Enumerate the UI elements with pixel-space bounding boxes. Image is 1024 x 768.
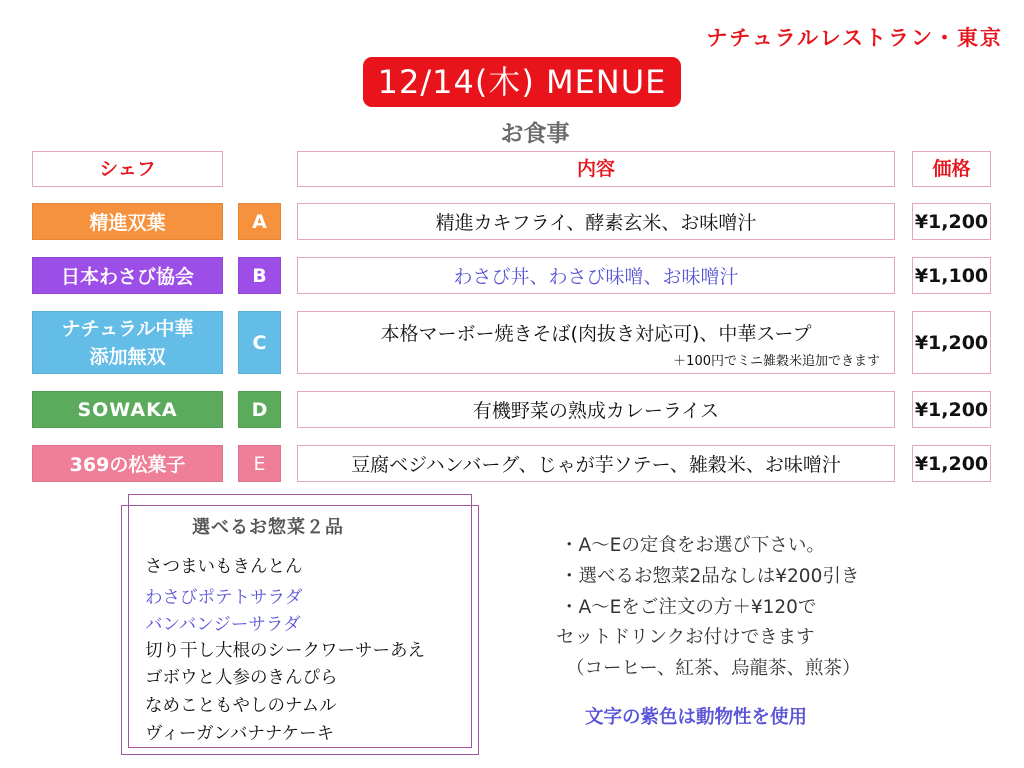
note-line: ・A〜Eの定食をお選び下さい。	[560, 535, 825, 556]
menu-content-d	[297, 391, 895, 428]
side-dish-item: ヴィーガンバナナケーキ	[145, 724, 335, 744]
chef-name-label: 精進双葉	[89, 212, 166, 234]
side-dish-item: わさびポテトサラダ	[145, 588, 303, 608]
set-letter-d: D	[238, 391, 281, 428]
menu-content-text: 精進カキフライ、酵素玄米、お味噌汁	[435, 212, 757, 234]
note-line: ・選べるお惣菜2品なしは¥200引き	[560, 566, 860, 587]
note-line: ・A〜Eをご注文の方＋¥120で	[560, 597, 817, 618]
menu-content-text: わさび丼、わさび味噌、お味噌汁	[453, 266, 739, 288]
menu-content-e	[297, 445, 895, 482]
chef-name-label: SOWAKA	[77, 398, 178, 421]
set-letter-b: B	[238, 257, 281, 294]
note-line: セットドリンクお付けできます	[556, 627, 815, 648]
side-dish-item: バンバンジーサラダ	[145, 615, 301, 635]
section-subtitle: お食事	[500, 121, 570, 147]
menu-content-text: 本格マーボー焼きそば(肉抜き対応可)、中華スープ	[380, 322, 812, 345]
price-c: ¥1,200	[912, 311, 991, 374]
animal-product-notice: 文字の紫色は動物性を使用	[585, 707, 808, 728]
price-b: ¥1,100	[912, 257, 991, 294]
chef-name-a	[32, 203, 223, 240]
chef-name-label: 日本わさび協会	[60, 266, 194, 288]
menu-content-text: 有機野菜の熟成カレーライス	[472, 400, 720, 422]
menu-content-b	[297, 257, 895, 294]
set-letter-c: C	[238, 311, 281, 374]
set-letter-e: E	[238, 445, 281, 482]
menu-content-c	[297, 311, 895, 374]
price-d: ¥1,200	[912, 391, 991, 428]
chef-name-label: ナチュラル中華	[61, 317, 194, 340]
side-dish-item: 切り干し大根のシークワーサーあえ	[145, 641, 425, 661]
side-dish-item: なめこともやしのナムル	[145, 696, 337, 716]
note-line: （コーヒー、紅茶、烏龍茶、煎茶）	[566, 658, 861, 679]
chef-name-sublabel: 添加無双	[89, 345, 166, 368]
price-e: ¥1,200	[912, 445, 991, 482]
chef-name-c	[32, 311, 223, 374]
side-dish-item: さつまいもきんとん	[145, 557, 303, 577]
restaurant-name: ナチュラルレストラン・東京	[706, 26, 1003, 50]
header-chef: シェフ	[32, 151, 223, 187]
chef-name-b	[32, 257, 223, 294]
chef-name-d	[32, 391, 223, 428]
header-price: 価格	[912, 151, 991, 187]
chef-name-label: 369の松菓子	[69, 454, 186, 476]
menu-title-banner: 12/14(木) MENUE	[363, 57, 681, 107]
header-content: 内容	[297, 151, 895, 187]
price-a: ¥1,200	[912, 203, 991, 240]
menu-content-a	[297, 203, 895, 240]
set-letter-a: A	[238, 203, 281, 240]
side-dish-item: ゴボウと人参のきんぴら	[145, 668, 338, 688]
menu-content-note: ＋100円でミニ雑穀米追加できます	[673, 353, 880, 369]
chef-name-e	[32, 445, 223, 482]
menu-content-text: 豆腐ベジハンバーグ、じゃが芋ソテー、雑穀米、お味噌汁	[351, 454, 841, 476]
side-dish-title: 選べるお惣菜２品	[192, 517, 344, 538]
